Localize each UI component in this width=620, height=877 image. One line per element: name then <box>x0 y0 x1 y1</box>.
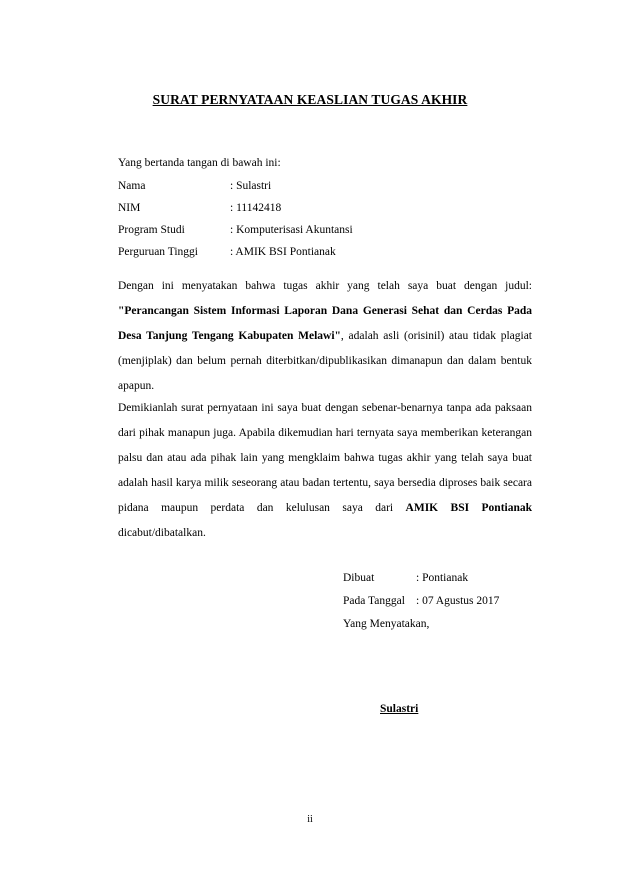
signature-date-label: Pada Tanggal <box>343 595 405 607</box>
signatory-name: Sulastri <box>380 703 419 715</box>
identity-label: Program Studi <box>118 224 185 236</box>
document-page: SURAT PERNYATAAN KEASLIAN TUGAS AKHIR Yang bertanda tangan di bawah ini: Nama : Sulastri NIM : 11142418 Program Studi : Komputerisasi Akuntansi Perguruan Tinggi : AMIK BSI Pontianak Dengan ini menyatakan bahwa tugas akhir yang telah saya buat dengan judul: "Perancangan Sistem Informasi Laporan Dana Generasi Sehat dan Cerdas Pada Desa Tanjung Tengang Kabupaten Melawi", adalah asli (orisinil) atau tidak plagiat (menjiplak) dan belum pernah diterbitkan/dipublikasikan dimanapun dan dalam bentuk apapun. Demikianlah surat pernyataan ini saya buat dengan sebenar-benarnya tanpa ada paksaan dari pihak manapun juga. Apabila dikemudian hari ternyata saya memberikan keterangan palsu dan atau ada pihak lain yang mengklaim bahwa tugas akhir yang telah saya buat adalah hasil karya milik seseorang atau badan tertentu, saya bersedia diproses baik secara pidana maupun perdata dan kelulusan saya dari AMIK BSI Pontianak dicabut/dibatalkan. Dibuat : Pontianak Pada Tanggal : 07 Agustus 2017 Yang Menyatakan, Sulastri ii <box>0 0 620 877</box>
identity-value: : 11142418 <box>230 202 282 214</box>
identity-value: : Sulastri <box>230 180 272 192</box>
document-title: SURAT PERNYATAAN KEASLIAN TUGAS AKHIR <box>152 92 468 107</box>
intro-text: Yang bertanda tangan di bawah ini: <box>118 157 281 169</box>
signature-place-value: : Pontianak <box>416 572 469 584</box>
declaration-paragraph <box>118 396 532 546</box>
identity-value: : Komputerisasi Akuntansi <box>230 224 353 236</box>
signature-date-value: : 07 Agustus 2017 <box>416 595 500 607</box>
identity-label: Nama <box>118 180 146 192</box>
thesis-title: "Perancangan Sistem Informasi Laporan Dana Generasi Sehat dan Cerdas Pada Desa Tanjung Tengang Kabupaten Melawi" <box>118 305 532 342</box>
identity-label: NIM <box>118 202 141 214</box>
signature-place-label: Dibuat <box>343 572 375 584</box>
institution-name: AMIK BSI Pontianak <box>405 502 533 514</box>
statement-paragraph <box>118 274 532 399</box>
identity-value: : AMIK BSI Pontianak <box>230 246 336 258</box>
statement-rest: , adalah asli (orisinil) atau tidak plagiat (menjiplak) dan belum pernah diterbitkan/dipublikasikan dimanapun dan dalam bentuk apapun. <box>118 330 532 392</box>
declaration-lead: Demikianlah surat pernyataan ini saya buat dengan sebenar-benarnya tanpa ada paksaan dari pihak manapun juga. Apabila dikemudian hari ternyata saya memberikan keterangan palsu dan atau ada pihak lain yang mengklaim bahwa tugas akhir yang telah saya buat adalah hasil karya milik seseorang atau badan tertentu, saya bersedia diproses baik secara pidana maupun perdata dan kelulusan saya dari <box>118 402 532 514</box>
page-number: ii <box>307 814 313 825</box>
identity-label: Perguruan Tinggi <box>118 246 198 258</box>
declaration-rest: dicabut/dibatalkan. <box>118 527 206 539</box>
statement-lead: Dengan ini menyatakan bahwa tugas akhir yang telah saya buat dengan judul: <box>118 280 532 292</box>
